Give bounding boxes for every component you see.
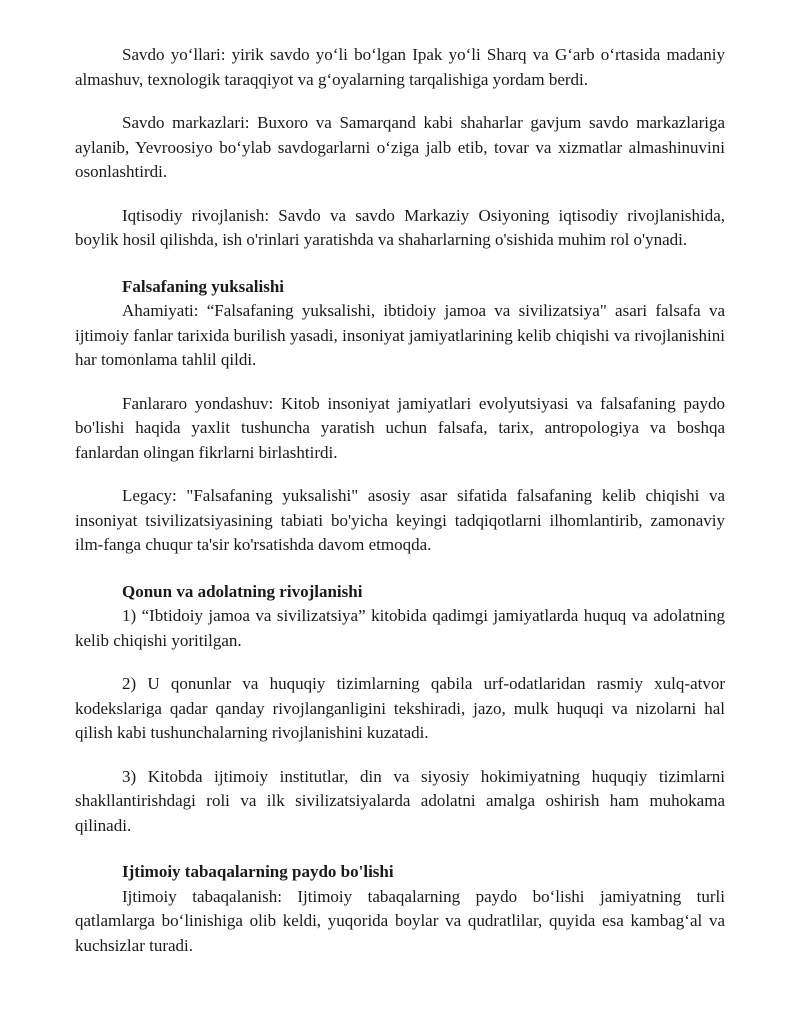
paragraph-trade-routes: Savdo yo‘llari: yirik savdo yo‘li bo‘lgan Ipak yo‘li Sharq va G‘arb o‘rtasida madaniy almashuv, texnologik taraqqiyot va g‘oyalarning tarqalishiga yordam berdi. [75,45,725,89]
paragraph-law-item-3: 3) Kitobda ijtimoiy institutlar, din va siyosiy hokimiyatning huquqiy tizimlarni shakllantirishdagi roli va ilk sivilizatsiyalarda adolatni amalga oshirish ham muhokama qilinadi. [75,766,725,835]
paragraph-significance: Ahamiyati: “Falsafaning yuksalishi, ibtidoiy jamoa va sivilizatsiya" asari falsafa va ijtimoiy fanlar tarixida burilish yasadi, insoniyat jamiyatlarining kelib chiqishi va rivojlanishini har tomonlama tahlil qildi. [75,301,725,369]
section-heading-law-justice: Qonun va adolatning rivojlanishi [122,581,363,601]
paragraph-law-item-1: 1) “Ibtidoiy jamoa va sivilizatsiya” kitobida qadimgi jamiyatlarda huquq va adolatning kelib chiqishi yoritilgan. [75,606,725,650]
paragraph-law-item-2: 2) U qonunlar va huquqiy tizimlarning qabila urf-odatlaridan rasmiy xulq-atvor kodekslariga qadar qanday rivojlanganligini tekshiradi, jazo, mulk huquqi va nizolarni hal qilish kabi tushunchalarning rivojlanishini kuzatadi. [75,674,725,742]
section-heading-philosophy: Falsafaning yuksalishi [122,276,285,296]
section-heading-social-classes: Ijtimoiy tabaqalarning paydo bo'lishi [122,862,394,881]
paragraph-legacy: Legacy: "Falsafaning yuksalishi" asosiy asar sifatida falsafaning kelib chiqishi va insoniyat tsivilizatsiyasining tabiati bo'yicha keyingi tadqiqotlarni ilhomlantirib, zamonaviy ilm-fanga chuqur ta'sir ko'rsatishda davom etmoqda. [75,486,725,554]
document-body [75,43,725,977]
paragraph-economic-development: Iqtisodiy rivojlanish: Savdo va savdo Markaziy Osiyoning iqtisodiy rivojlanishida, boylik hosil qilishda, ish o'rinlari yaratishda va shaharlarning o'sishida muhim rol o'ynadi. [75,205,725,249]
paragraph-interdisciplinary: Fanlararo yondashuv: Kitob insoniyat jamiyatlari evolyutsiyasi va falsafaning paydo bo'lishi haqida yaxlit tushuncha yaratish uchun falsafa, tarix, antropologiya va boshqa fanlardan olingan fikrlarni birlashtirdi. [75,393,725,462]
paragraph-trade-centers: Savdo markazlari: Buxoro va Samarqand kabi shaharlar gavjum savdo markazlariga aylanib, Yevroosiyo bo‘ylab savdogarlarni o‘ziga jalb etib, tovar va xizmatlar almashinuvini osonlashtirdi. [75,113,725,181]
paragraph-social-stratification: Ijtimoiy tabaqalanish: Ijtimoiy tabaqalarning paydo bo‘lishi jamiyatning turli qatlamlarga bo‘linishiga olib keldi, yuqorida boylar va qudratlilar, quyida esa kambag‘al va kuchsizlar turadi. [75,886,725,955]
